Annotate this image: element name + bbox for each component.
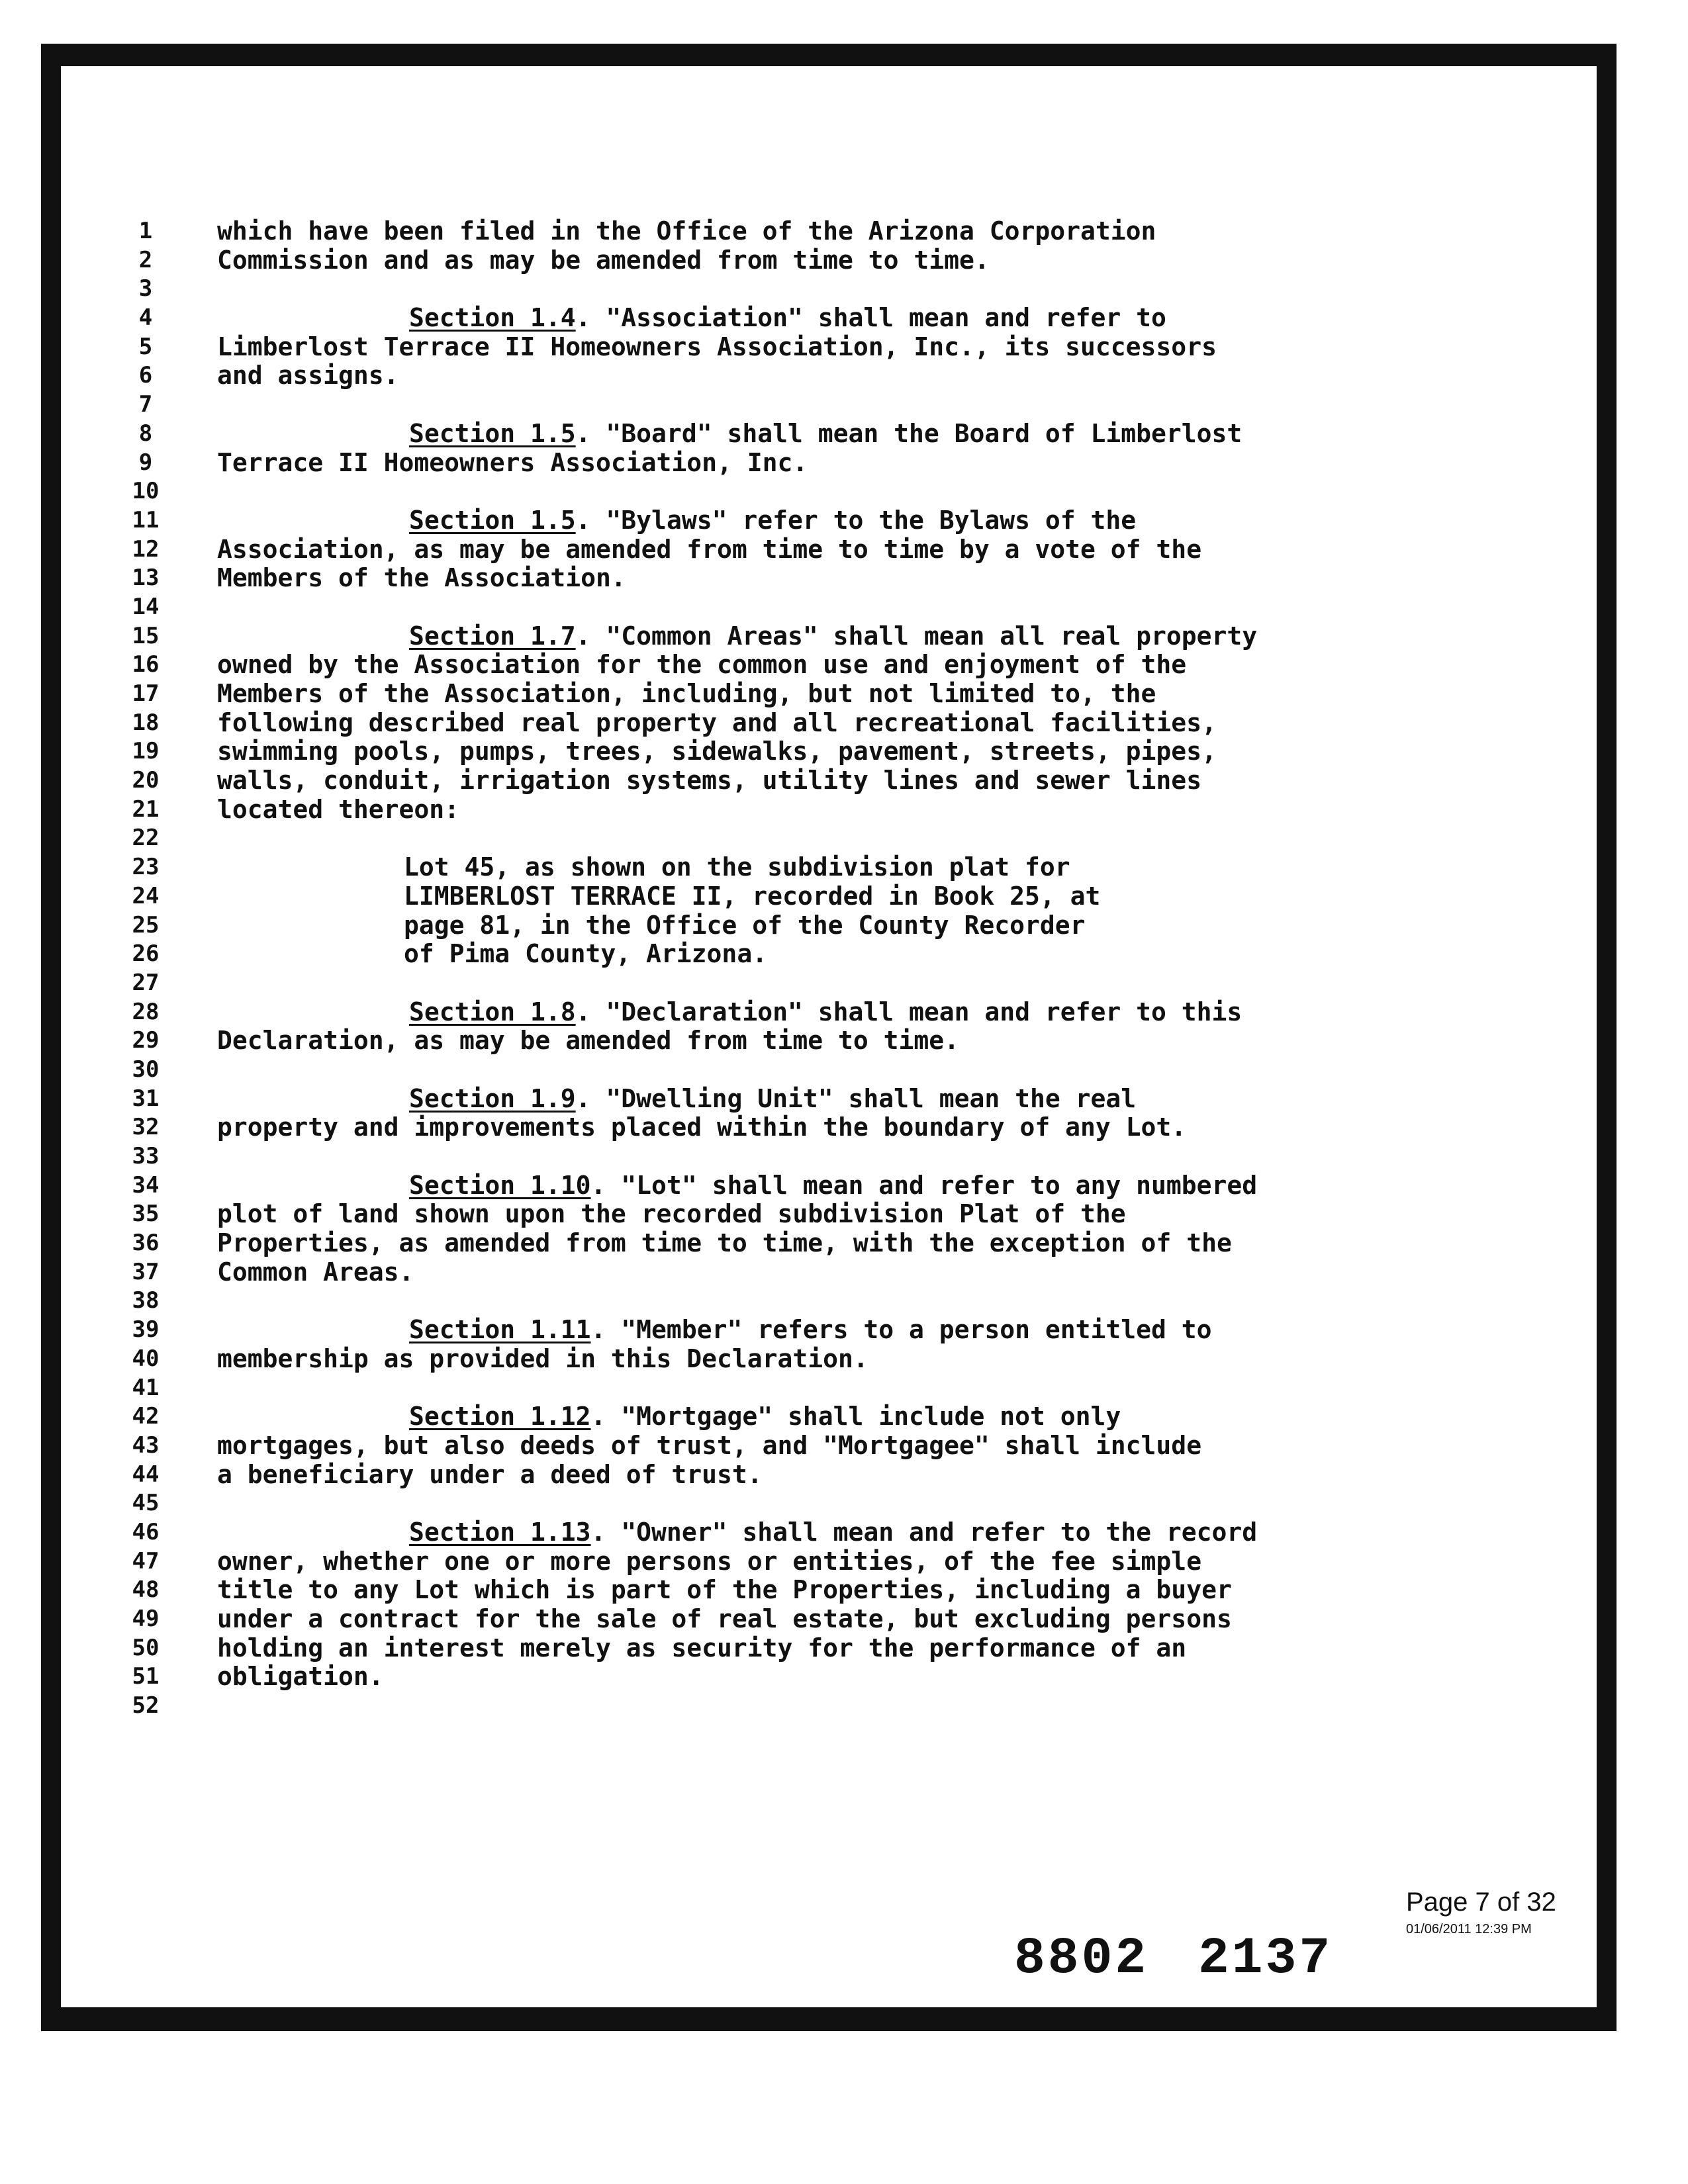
line-number: 5 [138, 333, 153, 360]
document-line [217, 766, 1409, 796]
line-text: a beneficiary under a deed of trust. [217, 1460, 763, 1489]
line-text: owned by the Association for the common use and enjoyment of the [217, 651, 1187, 680]
document-line [217, 1171, 1409, 1201]
scan-border-left [41, 44, 61, 2031]
line-number: 25 [132, 911, 160, 938]
line-text: swimming pools, pumps, trees, sidewalks, pavement, streets, pipes, [217, 737, 1217, 766]
line-number: 17 [132, 680, 160, 707]
line-number: 28 [132, 998, 160, 1025]
line-text: Common Areas. [217, 1257, 414, 1287]
document-line [217, 796, 1409, 825]
line-number: 13 [132, 565, 160, 592]
document-line [217, 1518, 1409, 1547]
section-heading: Section 1.13 [409, 1518, 591, 1547]
line-number: 6 [138, 362, 153, 389]
line-text: Members of the Association, including, but not limited to, the [217, 680, 1156, 708]
line-text: Properties, as amended from time to time, with the exception of the [217, 1229, 1232, 1258]
document-line [217, 1085, 1409, 1114]
line-number: 20 [132, 767, 160, 794]
document-line [217, 1461, 1409, 1490]
line-text: walls, conduit, irrigation systems, utility lines and sewer lines [217, 766, 1202, 796]
section-heading: Section 1.5 [409, 419, 576, 448]
document-line [217, 593, 1409, 622]
print-timestamp: 01/06/2011 12:39 PM [1406, 1922, 1532, 1936]
line-number: 19 [132, 738, 160, 765]
section-heading: Section 1.10 [409, 1171, 591, 1200]
line-number: 35 [132, 1201, 160, 1228]
document-line [217, 275, 1409, 304]
line-text: which have been filed in the Office of the Arizona Corporation [217, 217, 1156, 246]
line-number: 51 [132, 1663, 160, 1690]
section-heading: Section 1.8 [409, 997, 576, 1026]
line-number: 8 [138, 420, 153, 447]
document-line [217, 1345, 1409, 1374]
section-heading: Section 1.7 [409, 621, 576, 651]
document-line [217, 535, 1409, 565]
line-number: 47 [132, 1547, 160, 1574]
line-text: . "Declaration" shall mean and refer to this [575, 997, 1243, 1026]
document-line [217, 998, 1409, 1027]
line-number: 42 [132, 1403, 160, 1430]
line-number: 30 [132, 1056, 160, 1083]
scan-border-right [1597, 44, 1617, 2031]
line-text: Declaration, as may be amended from time to time. [217, 1026, 960, 1056]
line-number: 39 [132, 1316, 160, 1343]
document-line [217, 1692, 1409, 1721]
document-line [217, 651, 1409, 680]
document-line [217, 1662, 1409, 1692]
line-text: mortgages, but also deeds of trust, and "Mortgagee" shall include [217, 1431, 1202, 1460]
line-number: 48 [132, 1576, 160, 1604]
document-line [217, 969, 1409, 998]
line-text: Members of the Association. [217, 564, 626, 593]
line-number: 21 [132, 796, 160, 823]
line-text: plot of land shown upon the recorded subdivision Plat of the [217, 1200, 1126, 1229]
line-text: owner, whether one or more persons or entities, of the fee simple [217, 1547, 1202, 1576]
line-text: . "Bylaws" refer to the Bylaws of the [575, 506, 1137, 535]
document-line [217, 1200, 1409, 1229]
document-line [217, 1489, 1409, 1518]
document-line [217, 1142, 1409, 1171]
document-line [217, 824, 1409, 853]
line-text: Limberlost Terrace II Homeowners Association, Inc., its successors [217, 332, 1217, 361]
line-number: 34 [132, 1171, 160, 1199]
section-heading: Section 1.4 [409, 304, 576, 333]
document-line [217, 246, 1409, 275]
line-number: 50 [132, 1634, 160, 1661]
document-line [217, 506, 1409, 535]
line-number: 16 [132, 651, 160, 678]
line-text: . "Board" shall mean the Board of Limberlost [575, 419, 1243, 448]
line-text: located thereon: [217, 795, 460, 824]
document-line [217, 390, 1409, 420]
line-number: 32 [132, 1114, 160, 1141]
section-heading: Section 1.11 [409, 1316, 591, 1345]
line-text: . "Mortgage" shall include not only [590, 1402, 1121, 1432]
document-line [217, 1402, 1409, 1432]
line-text: Lot 45, as shown on the subdivision plat for [404, 853, 1070, 882]
document-line [217, 564, 1409, 593]
document-line [217, 737, 1409, 766]
document-line [217, 1576, 1409, 1605]
line-text: and assigns. [217, 361, 399, 390]
document-line [217, 882, 1409, 911]
line-number: 24 [132, 882, 160, 909]
line-number: 7 [138, 391, 153, 418]
line-number: 15 [132, 622, 160, 649]
line-text: . "Owner" shall mean and refer to the record [590, 1518, 1258, 1547]
document-line [217, 709, 1409, 738]
page-counter: Page 7 of 32 [1406, 1888, 1556, 1917]
line-text: following described real property and all recreational facilities, [217, 708, 1217, 737]
line-number: 4 [138, 304, 153, 332]
section-heading: Section 1.12 [409, 1402, 591, 1432]
line-number: 18 [132, 709, 160, 736]
line-number: 11 [132, 506, 160, 533]
line-number: 31 [132, 1085, 160, 1112]
line-text: . "Association" shall mean and refer to [575, 304, 1166, 333]
line-number: 29 [132, 1027, 160, 1054]
line-number: 45 [132, 1490, 160, 1517]
line-number: 46 [132, 1518, 160, 1545]
line-text: . "Member" refers to a person entitled to [590, 1316, 1212, 1345]
line-text: under a contract for the sale of real estate, but excluding persons [217, 1605, 1232, 1633]
document-line [217, 1605, 1409, 1634]
line-number: 38 [132, 1287, 160, 1314]
document-body [217, 217, 1409, 1721]
document-line [217, 1229, 1409, 1258]
scan-border-bottom [41, 2007, 1617, 2031]
document-line [217, 449, 1409, 478]
document-line [217, 304, 1409, 333]
line-number: 2 [138, 246, 153, 273]
line-number: 33 [132, 1143, 160, 1169]
scan-border-top [41, 44, 1617, 66]
document-line [217, 1547, 1409, 1576]
document-line [217, 1316, 1409, 1345]
line-text: Association, as may be amended from time to time by a vote of the [217, 535, 1202, 564]
document-line [217, 217, 1409, 246]
line-text: page 81, in the Office of the County Recorder [404, 911, 1086, 940]
document-line [217, 361, 1409, 390]
line-number: 49 [132, 1606, 160, 1632]
line-text: . "Lot" shall mean and refer to any numbered [590, 1171, 1258, 1200]
document-line [217, 940, 1409, 969]
line-text: Terrace II Homeowners Association, Inc. [217, 448, 808, 477]
line-text: obligation. [217, 1662, 384, 1692]
document-line [217, 1287, 1409, 1316]
line-number: 52 [132, 1692, 160, 1719]
document-line [217, 1056, 1409, 1085]
section-heading: Section 1.9 [409, 1084, 576, 1113]
line-text: property and improvements placed within the boundary of any Lot. [217, 1113, 1187, 1142]
document-line [217, 622, 1409, 651]
docket-number: 8802 [1014, 1930, 1149, 1988]
line-number: 12 [132, 535, 160, 563]
section-heading: Section 1.5 [409, 506, 576, 535]
document-line [217, 1113, 1409, 1142]
line-number: 27 [132, 969, 160, 996]
line-number: 1 [138, 218, 153, 244]
line-number: 23 [132, 854, 160, 881]
line-text: . "Dwelling Unit" shall mean the real [575, 1084, 1137, 1113]
document-line [217, 333, 1409, 362]
line-number: 14 [132, 593, 160, 620]
line-number: 41 [132, 1374, 160, 1401]
line-number: 3 [138, 275, 153, 302]
document-line [217, 853, 1409, 882]
document-line [217, 420, 1409, 449]
line-number: 10 [132, 478, 160, 505]
document-line [217, 1258, 1409, 1287]
line-text: membership as provided in this Declaration. [217, 1344, 868, 1373]
document-line [217, 911, 1409, 940]
recorded-page-number: 2137 [1198, 1930, 1333, 1988]
document-line [217, 477, 1409, 506]
line-text: LIMBERLOST TERRACE II, recorded in Book 25, at [404, 882, 1101, 911]
line-number: 40 [132, 1345, 160, 1372]
line-number: 43 [132, 1432, 160, 1459]
line-number: 26 [132, 940, 160, 968]
line-number: 44 [132, 1461, 160, 1488]
document-line [217, 1432, 1409, 1461]
line-text: . "Common Areas" shall mean all real property [575, 621, 1258, 651]
line-text: title to any Lot which is part of the Properties, including a buyer [217, 1576, 1232, 1605]
document-line [217, 1374, 1409, 1403]
line-text: of Pima County, Arizona. [404, 940, 768, 969]
line-text: holding an interest merely as security for the performance of an [217, 1633, 1187, 1662]
document-line [217, 1026, 1409, 1056]
document-line [217, 1634, 1409, 1663]
line-number-column [126, 217, 165, 1721]
document-line [217, 680, 1409, 709]
line-number: 36 [132, 1230, 160, 1257]
line-text: Commission and as may be amended from time to time. [217, 246, 990, 275]
line-number: 22 [132, 825, 160, 852]
line-number: 37 [132, 1258, 160, 1285]
line-number: 9 [138, 449, 153, 476]
